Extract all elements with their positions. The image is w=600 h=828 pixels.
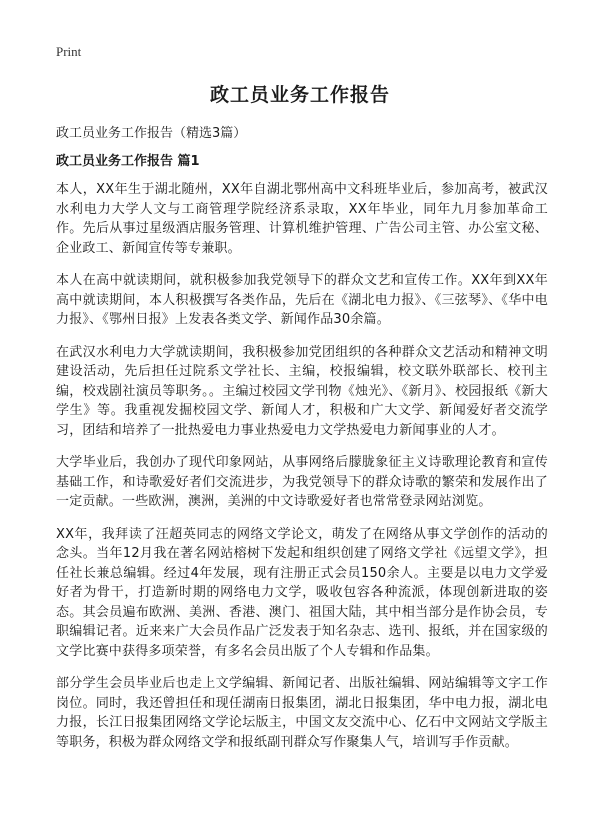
paragraph: 本人在高中就读期间，就积极参加我党领导下的群众文艺和宣传工作。XX年到XX年高中就读期间，本人积极撰写各类作品，先后在《湖北电力报》、《三弦琴》、《华中电力报》、《鄂州日报》上发表各类文学、新闻作品30余篇。 bbox=[56, 273, 548, 327]
paragraph: 本人，XX年生于湖北随州，XX年自湖北鄂州高中文科班毕业后，参加高考，被武汉水利电力大学人文与工商管理学院经济系录取，XX年毕业，同年九月参加革命工作。先后从事过星级酒店服务管理、计算机维护管理、广告公司主管、办公室文秘、企业政工、新闻宣传等专兼职。 bbox=[56, 182, 548, 256]
paragraph: XX年，我拜读了汪超英同志的网络文学论文，萌发了在网络从事文学创作的活动的念头。当年12月我在著名网站榕树下发起和组织创建了网络文学社《远望文学》，担任社长兼总编辑。经过4年发展，现有注册正式会员150余人。主要是以电力文学爱好者为骨干，打造新时期的网络电力文学，吸收包容各种流派，体现创新进取的姿态。其会员遍布欧洲、美洲、香港、澳门、祖国大陆，其中相当部分是作协会员，专职编辑记者。近来来广大会员作品广泛发表于知名杂志、选刊、报纸，并在国家级的文学比赛中获得多项荣誉，有多名会员出版了个人专辑和作品集。 bbox=[56, 526, 548, 659]
section-heading: 政工员业务工作报告 篇1 bbox=[56, 154, 200, 169]
paragraph: 在武汉水利电力大学就读期间，我积极参加党团组织的各种群众文艺活动和精神文明建设活动，先后担任过院系文学社长、主编，校报编辑，校文联外联部长、校刊主编，校戏剧社演员等职务。。主编过校园文学刊物《烛光》、《新月》、校园报纸《新大学生》等。我重视发掘校园文学、新闻人才，积极和广大文学、新闻爱好者交流学习，团结和培养了一批热爱电力事业热爱电力文学热爱电力新闻事业的人才。 bbox=[56, 344, 548, 438]
page-title: 政工员业务工作报告 bbox=[209, 84, 390, 106]
paragraph: 大学毕业后，我创办了现代印象网站，从事网络后朦胧象征主义诗歌理论教育和宣传基础工作，和诗歌爱好者们交流进步，为我党领导下的群众诗歌的繁荣和发展作出了一定贡献。一些欧洲，澳洲，美洲的中文诗歌爱好者也常常登录网站浏览。 bbox=[56, 455, 548, 509]
document-subtitle: 政工员业务工作报告（精选3篇） bbox=[56, 126, 247, 141]
paragraph: 部分学生会员毕业后也走上文学编辑、新闻记者、出版社编辑、网站编辑等文字工作岗位。同时，我还曾担任和现任湖南日报集团，湖北日报集团，华中电力报，湖北电力报，长江日报集团网络文学论坛版主，中国文友交流中心、亿石中文网站文学版主等职务，积极为群众网络文学和报纸副刊群众写作聚集人气，培训写手作贡献。 bbox=[56, 676, 548, 750]
document-body bbox=[56, 180, 548, 765]
print-label: Print bbox=[56, 44, 82, 59]
